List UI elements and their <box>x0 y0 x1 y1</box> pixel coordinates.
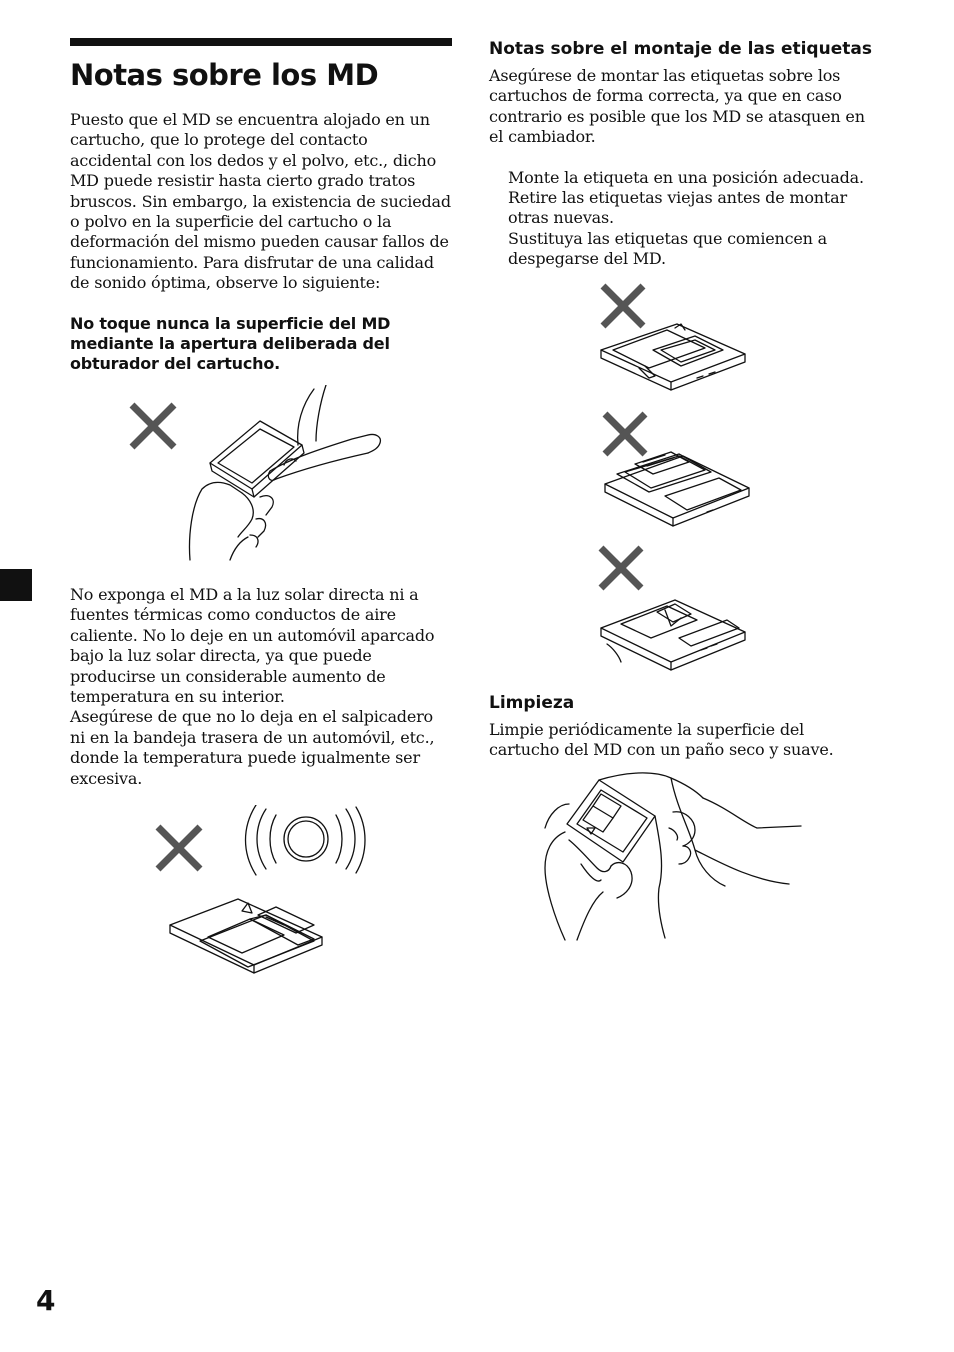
labels-illustration <box>489 278 879 674</box>
labels-intro: Asegúrese de montar las etiquetas sobre los cartuchos de forma correcta, ya que en caso contrario es posible que los MD se atasquen en el cambiador. <box>489 66 865 147</box>
labels-heading: Notas sobre el montaje de las etiquetas <box>489 39 872 59</box>
page-number: 4 <box>36 1284 56 1317</box>
md-cartridge-icon <box>170 899 322 973</box>
section-tab-marker <box>0 569 32 601</box>
prohibited-x-icon <box>601 286 645 588</box>
labels-item-1: Monte la etiqueta en una posición adecuada. <box>508 167 864 187</box>
labels-item-3: Sustituya las etiquetas que comiencen a despegarse del MD. <box>508 228 827 269</box>
shutter-warning: No toque nunca la superficie del MD mediante la apertura deliberada del obturador del cartucho. <box>70 313 391 374</box>
prohibited-x-icon <box>158 827 200 869</box>
page-title: Notas sobre los MD <box>70 58 379 92</box>
right-column <box>489 38 879 944</box>
md-cartridge-icon <box>605 452 749 526</box>
cleaning-illustration <box>489 768 879 944</box>
sun-icon <box>246 805 366 875</box>
md-cartridge-icon <box>601 600 745 670</box>
sun-paragraph-1: No exponga el MD a la luz solar directa ni a fuentes térmicas como conductos de aire caliente. No lo deje en un automóvil aparcado bajo la luz solar directa, ya que puede producirse un considerable aumento de temperatura en su interior. <box>70 584 435 706</box>
intro-paragraph: Puesto que el MD se encuentra alojado en un cartucho, que lo protege del contacto accidental con los dedos y el polvo, etc., dicho MD puede resistir hasta cierto grado tratos bruscos. Sin embargo, la existencia de suciedad o polvo en la superficie del cartucho o la deformación del mismo pueden causar fallos de funcionamiento. Para disfrutar de una calidad de sonido óptima, observe lo siguiente: <box>70 110 451 293</box>
left-column <box>70 38 452 1001</box>
cleaning-text: Limpie periódicamente la superficie del cartucho del MD con un paño seco y suave. <box>489 719 834 760</box>
shutter-illustration <box>70 385 452 563</box>
sun-illustration <box>70 805 452 1001</box>
cleaning-heading: Limpieza <box>489 692 575 713</box>
prohibited-x-icon <box>132 405 174 447</box>
md-cartridge-icon <box>601 324 745 390</box>
labels-item-2: Retire las etiquetas viejas antes de montar otras nuevas. <box>508 188 847 228</box>
sun-paragraph-2: Asegúrese de que no lo deja en el salpicadero ni en la bandeja trasera de un automóvil, etc., donde la temperatura puede igualmente ser excesiva. <box>70 707 435 788</box>
title-rule <box>70 38 452 46</box>
